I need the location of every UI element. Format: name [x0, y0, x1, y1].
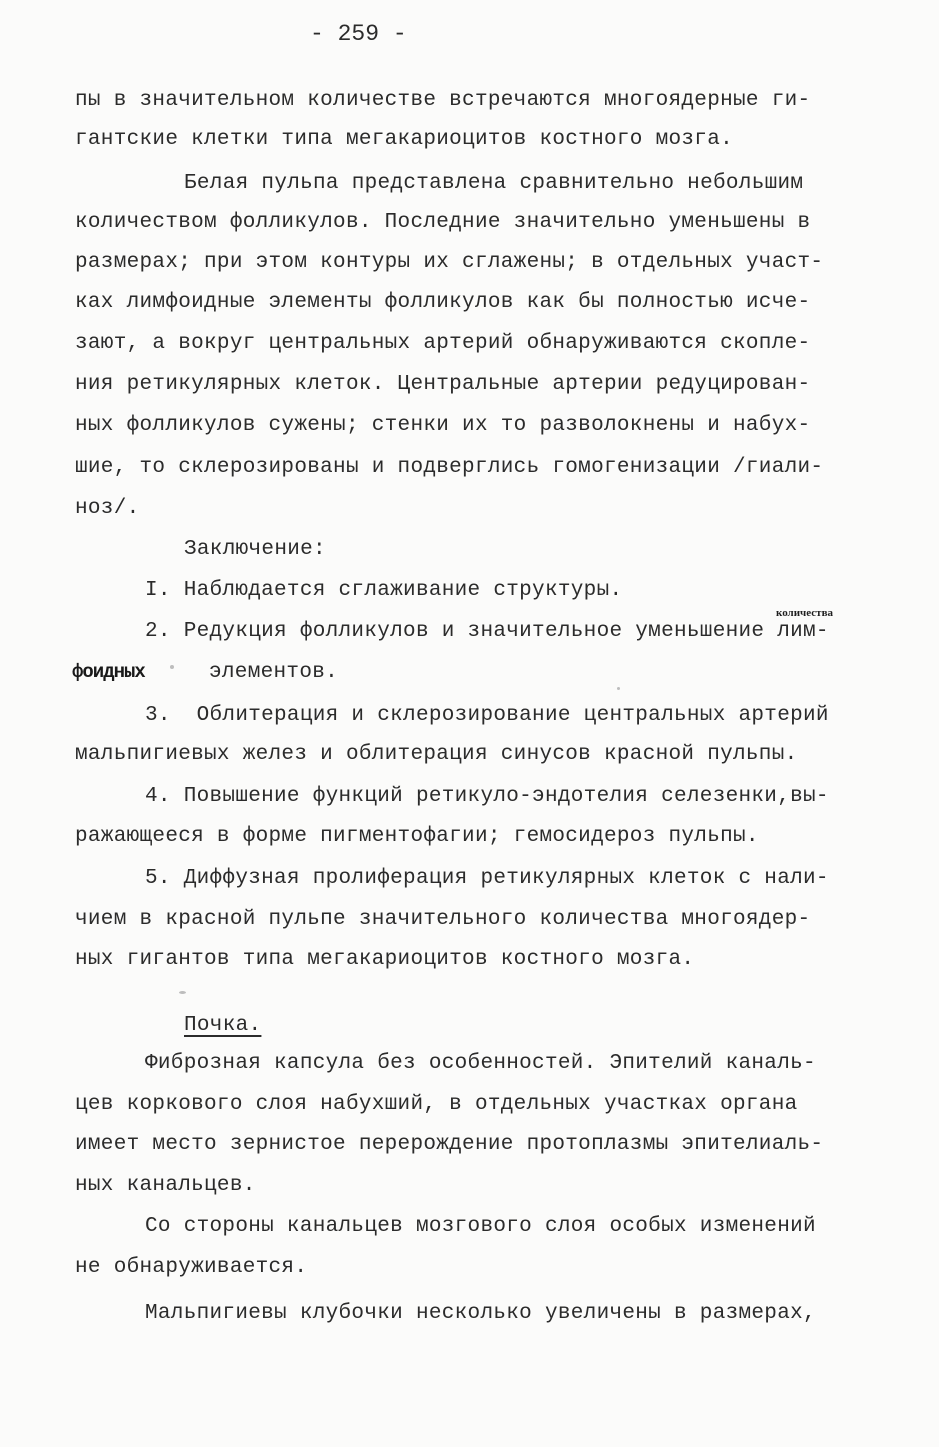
text-line: не обнаруживается. — [75, 1256, 308, 1279]
conclusion-item-4: 4. Повышение функций ретикуло-эндотелия селезенки,вы- — [145, 785, 829, 808]
text-line: Мальпигиевы клубочки несколько увеличены в размерах, — [145, 1302, 816, 1325]
conclusion-item-2: 2. Редукция фолликулов и значительное уменьшение лим- — [145, 620, 829, 643]
text-line: ных гигантов типа мегакариоцитов костного мозга. — [75, 948, 695, 971]
page-number: - 259 - — [310, 21, 407, 47]
text-line: ных канальцев. — [75, 1174, 256, 1197]
conclusion-item-3: 3. Облитерация и склерозирование центральных артерий — [145, 704, 829, 727]
text-line: ных фолликулов сужены; стенки их то разволокнены и набух- — [75, 414, 811, 437]
text-line: гантские клетки типа мегакариоцитов костного мозга. — [75, 128, 734, 151]
text-line: мальпигиевых желез и облитерация синусов красной пульпы. — [75, 743, 798, 766]
paper-speck — [170, 665, 174, 669]
text-line: ражающееся в форме пигментофагии; гемосидероз пульпы. — [75, 825, 759, 848]
conclusion-item-5: 5. Диффузная пролиферация ретикулярных клеток с нали- — [145, 867, 829, 890]
text-line: чием в красной пульпе значительного количества многоядер- — [75, 908, 811, 931]
conclusion-item-1: I. Наблюдается сглаживание структуры. — [145, 579, 623, 602]
text-line: Фиброзная капсула без особенностей. Эпителий каналь- — [145, 1052, 816, 1075]
conclusion-heading: Заключение: — [184, 538, 326, 561]
text-line: зают, а вокруг центральных артерий обнаруживаются скопле- — [75, 332, 811, 355]
text-line: шие, то склерозированы и подверглись гомогенизации /гиали- — [75, 456, 824, 479]
text-line: Белая пульпа представлена сравнительно небольшим — [184, 172, 804, 195]
text-line: цев коркового слоя набухший, в отдельных участках органа — [75, 1093, 798, 1116]
handwritten-insertion: количества — [776, 607, 834, 619]
text-line: ках лимфоидные элементы фолликулов как бы полностью исче- — [75, 291, 811, 314]
text-line: элементов. — [209, 661, 339, 684]
paper-speck — [617, 687, 620, 690]
text-line: Со стороны канальцев мозгового слоя особых изменений — [145, 1215, 816, 1238]
section-heading-kidney: Почка. — [184, 1014, 262, 1037]
struck-word: фоидных — [72, 661, 145, 683]
paper-speck — [179, 991, 186, 994]
text-line: имеет место зернистое перерождение протоплазмы эпителиаль- — [75, 1133, 824, 1156]
text-line: пы в значительном количестве встречаются многоядерные ги- — [75, 89, 811, 112]
text-line: количеством фолликулов. Последние значительно уменьшены в — [75, 211, 811, 234]
text-line: ния ретикулярных клеток. Центральные артерии редуцирован- — [75, 373, 811, 396]
text-line: ноз/. — [75, 497, 140, 520]
text-line: размерах; при этом контуры их сглажены; в отдельных участ- — [75, 251, 824, 274]
